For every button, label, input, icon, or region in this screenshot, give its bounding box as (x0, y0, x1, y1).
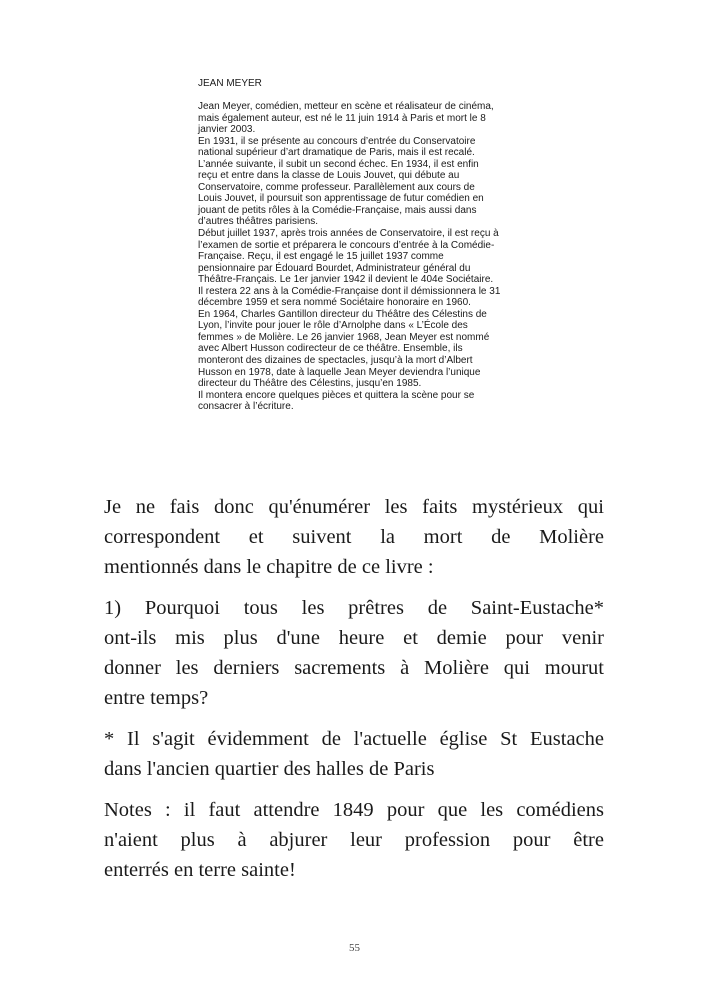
inset-line: consacrer à l’écriture. (198, 401, 294, 413)
inset-line: Théâtre-Français. Le 1er janvier 1942 il devient le 404e Sociétaire. (198, 274, 494, 286)
text-line: mentionnés dans le chapitre de ce livre : (104, 556, 434, 578)
inset-line: En 1964, Charles Gantillon directeur du Théâtre des Célestins de (198, 308, 487, 320)
inset-line: Conservatoire, comme professeur. Parallèlement aux cours de (198, 181, 475, 193)
inset-line: l’examen de sortie et préparera le concours d’entrée à la Comédie- (198, 239, 495, 251)
text-line: entre temps? (104, 687, 209, 709)
text-line: n'aient plus à abjurer leur profession pour être (104, 829, 604, 851)
inset-line: décembre 1959 et sera nommé Sociétaire honoraire en 1960. (198, 297, 471, 309)
text-line: ont-ils mis plus d'une heure et demie pour venir (104, 627, 604, 649)
text-line: dans l'ancien quartier des halles de Paris (104, 758, 435, 780)
inset-line: reçu et entre dans la classe de Louis Jouvet, qui débute au (198, 170, 460, 182)
inset-line: directeur du Théâtre des Célestins, jusqu’en 1985. (198, 378, 422, 390)
text-line: * Il s'agit évidemment de l'actuelle église St Eustache (104, 728, 604, 750)
text-line: correspondent et suivent la mort de Molière (104, 526, 604, 548)
inset-line: Française. Reçu, il est engagé le 15 juillet 1937 comme (198, 251, 444, 263)
inset-line: d’autres théâtres parisiens. (198, 216, 319, 228)
inset-line: Début juillet 1937, après trois années de Conservatoire, il est reçu à (198, 228, 499, 240)
inset-body (198, 101, 524, 413)
text-line: Notes : il faut attendre 1849 pour que les comédiens (104, 799, 604, 821)
text-line: 1) Pourquoi tous les prêtres de Saint-Eustache* (104, 597, 604, 619)
inset-line: Lyon, l’invite pour jouer le rôle d’Arnolphe dans « L’École des (198, 320, 468, 332)
main-text (104, 492, 604, 896)
page-number: 55 (349, 942, 360, 954)
biography-inset (198, 78, 524, 413)
inset-line: mais également auteur, est né le 11 juin 1914 à Paris et mort le 8 (198, 112, 486, 124)
inset-line: Louis Jouvet, il poursuit son apprentissage de futur comédien en (198, 193, 484, 205)
text-line: donner les derniers sacrements à Molière qui mourut (104, 657, 604, 679)
text-line: enterrés en terre sainte! (104, 859, 296, 881)
inset-line: pensionnaire par Édouard Bourdet, Administrateur général du (198, 262, 471, 274)
paragraph-footnote (104, 724, 604, 784)
inset-line: L’année suivante, il subit un second échec. En 1934, il est enfin (198, 158, 479, 170)
inset-line: janvier 2003. (198, 124, 256, 136)
inset-line: avec Albert Husson codirecteur de ce théâtre. Ensemble, ils (198, 343, 463, 355)
inset-line: Jean Meyer, comédien, metteur en scène et réalisateur de cinéma, (198, 101, 494, 112)
inset-line: Il montera encore quelques pièces et quittera la scène pour se (198, 389, 475, 401)
text-line: Je ne fais donc qu'énumérer les faits mystérieux qui (104, 496, 604, 518)
inset-line: national supérieur d’art dramatique de Paris, mais il est recalé. (198, 147, 475, 159)
inset-title: JEAN MEYER (198, 78, 262, 89)
paragraph-intro (104, 492, 604, 582)
inset-line: Husson en 1978, date à laquelle Jean Meyer deviendra l’unique (198, 366, 481, 378)
inset-line: En 1931, il se présente au concours d’entrée du Conservatoire (198, 135, 476, 147)
inset-line: Il restera 22 ans à la Comédie-Française dont il démissionnera le 31 (198, 285, 501, 297)
paragraph-notes (104, 795, 604, 885)
inset-line: monteront des dizaines de spectacles, jusqu’à la mort d’Albert (198, 355, 473, 367)
inset-line: femmes » de Molière. Le 26 janvier 1968, Jean Meyer est nommé (198, 331, 490, 343)
paragraph-question-1 (104, 593, 604, 713)
inset-line: jouant de petits rôles à la Comédie-Française, mais aussi dans (198, 204, 477, 216)
